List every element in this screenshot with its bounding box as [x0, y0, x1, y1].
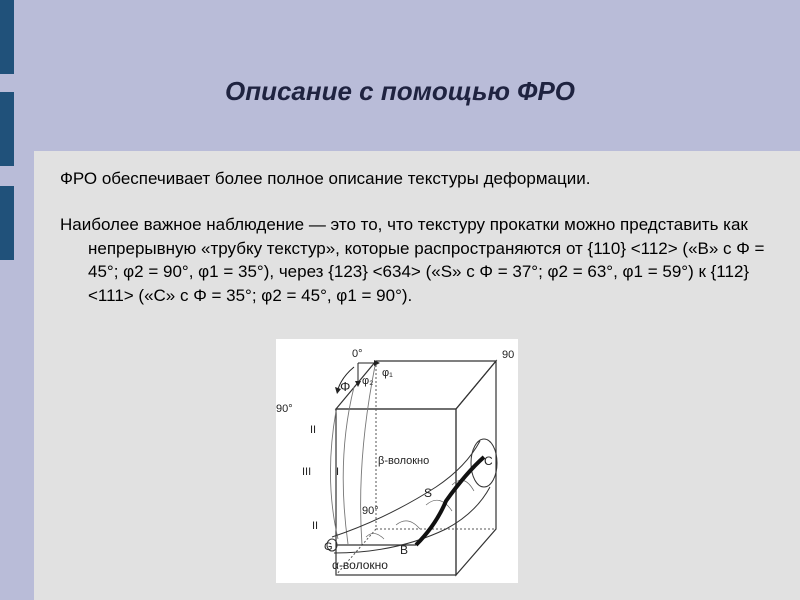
cube-front-face [336, 409, 456, 575]
label-I: I [336, 466, 340, 478]
label-II-bottom: II [312, 520, 319, 532]
label-90deg-left: 90° [276, 403, 293, 415]
tube-lower-contour [334, 487, 490, 553]
tube-ring-2 [396, 521, 420, 529]
label-II-top: II [310, 424, 317, 436]
paragraph-2: Наиболее важное наблюдение — это то, что текстуру прокатки можно представить как непрерывную «трубку текстур», которые распространяются от {110} <112> («B» с Φ = 45°; φ2 = 90°, φ1 = 35°), через {123} <634> («S» с Φ = 37°; φ2 = 63°, φ1 = 59°) к {112}<111> («C» с Φ = 35°; φ2 = 45°, φ1 = 90°). [60, 215, 765, 305]
slide-title: Описание с помощью ФРО [224, 76, 576, 106]
paragraph-1: ФРО обеспечивает более полное описание текстуры деформации. [60, 169, 591, 188]
label-90deg-bottom: 90° [362, 505, 379, 517]
phi2-arrowhead [355, 381, 361, 387]
side-accent-bar-1 [0, 0, 14, 74]
section-curve-middle [343, 387, 354, 544]
side-accent-bar-3 [0, 186, 14, 260]
label-III: III [302, 466, 312, 478]
label-phi2: φ₂ [362, 375, 374, 387]
cube-right-face [456, 361, 496, 575]
content-panel [34, 151, 800, 600]
section-curve-right [361, 361, 376, 545]
beta-fiber-line [416, 457, 484, 545]
label-alpha-fiber: α-волокно [332, 558, 388, 572]
label-beta-fiber: β-волокно [378, 455, 430, 467]
label-S: S [424, 486, 433, 500]
tube-ring-3 [426, 500, 452, 511]
cube-top-face [336, 361, 496, 409]
label-Phi: Φ [340, 379, 351, 394]
label-0deg: 0° [352, 348, 363, 360]
label-C: C [484, 454, 493, 468]
label-G: G [324, 541, 333, 553]
label-phi1: φ₁ [382, 367, 393, 379]
odf-cube-figure [276, 339, 518, 583]
label-B: B [400, 543, 409, 557]
label-90-top-right: 90 [502, 349, 515, 361]
odf-cube-diagram [276, 339, 518, 583]
tube-ring-1 [366, 533, 384, 539]
